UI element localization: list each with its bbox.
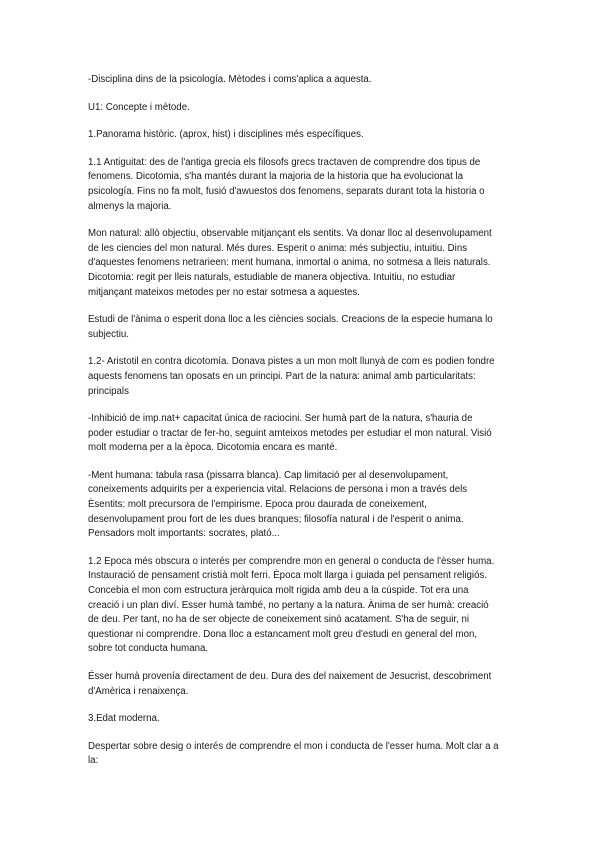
text-line: Estudi de l'ànima o esperit dona lloc a les ciències socials. Creacions de la especie humana lo (88, 314, 493, 326)
text-line: -Ment humana: tabula rasa (pissarra blanca). Cap limitació per al desenvolupament, (88, 469, 449, 481)
text-line: poder estudiar o tractar de fer-ho, seguint amteixos metodes per estudiar el mon natural. Visió (88, 427, 492, 439)
paragraph (88, 469, 514, 542)
paragraph (88, 355, 514, 399)
text-line: -Disciplina dins de la psicología. Mètodes i coms'aplica a aquesta. (88, 74, 372, 85)
paragraph (88, 712, 514, 727)
text-line: Instauració de pensament cristià molt ferri. Època molt llarga i guiada pel pensament religiós. (88, 570, 488, 582)
text-line: Concebia el mon com estructura jeràrquica molt rigida amb deu a la cúspide. Tot era una (88, 585, 469, 597)
text-line: psicología. Fins no fa molt, fusió d'awuestos dos fenomens, separats durant tota la historia o (88, 185, 485, 197)
paragraph (88, 128, 514, 143)
text-line: 1.1 Antiguitat: des de l'antiga grecia els filosofs grecs tractaven de comprendre dos tipus de (88, 156, 481, 168)
paragraph (88, 156, 514, 214)
text-line: subjectiu. (88, 328, 129, 340)
paragraph (88, 555, 514, 657)
text-line: 3.Edat moderna. (88, 713, 160, 725)
text-line: fenomens. Dicotomia, s'ha mantés durant la majoria de la historia que ha evolucionat la (88, 171, 464, 183)
text-line: aquests fenomens tan oposats en un principi. Part de la natura: animal amb particularitats: (88, 370, 476, 382)
text-line: Despertar sobre desig o interés de comprendre el mon i conducta de l'esser huma. Molt clar a a (88, 740, 499, 752)
text-line: 1.2 Epoca més obscura o interés per comprendre mon en general o conducta de l'èsser huma. (88, 555, 495, 567)
text-line: molt moderna per a la època. Dicotomia encara es manté. (88, 442, 338, 454)
text-line: almenys la majoria. (88, 200, 172, 212)
text-line: sobre tot conducta humana. (88, 643, 209, 655)
paragraph (88, 227, 514, 300)
text-line: de deu. Per tant, no ha de ser objecte de coneixement sinò acatament. S'ha de seguir, ni (88, 614, 469, 626)
paragraph (88, 73, 514, 88)
text-line: questionar ni comprendre. Dona lloc a estancament molt greu d'estudi en general del mon, (88, 628, 478, 640)
text-line: Pensadors molt importants: socrates, plató... (88, 528, 280, 540)
text-line: 1.Panorama històric. (aprox, hist) i disciplines més específiques. (88, 129, 364, 141)
text-line: Ésser humà provenía directament de deu. Dura des del naixement de Jesucrist, descobriment (88, 671, 492, 682)
text-line: la: (88, 755, 99, 767)
paragraph (88, 670, 514, 699)
text-line: d'Amèrica i renaixença. (88, 685, 189, 697)
paragraph (88, 313, 514, 342)
text-line: Dicotomia: regit per lleis naturals, estudiable de manera objectiva. Intuitiu, no estudiar (88, 271, 456, 283)
paragraph (88, 740, 514, 769)
text-line: desenvolupament prou fort de les dues branques; filosofía natural i de l'esperit o anima. (88, 513, 464, 525)
text-line: mitjançant mateixos metodes per no estar sotmesa a aquestes. (88, 286, 360, 298)
text-line: d'aquestes fenomens netrarieen: ment humana, inmortal o anima, no sotmesa a lleis naturals. (88, 257, 491, 269)
text-line: creació i un plan diví. Esser humà també, no pertany a la natura. Ànima de ser humà: creació (88, 599, 489, 611)
text-line: U1: Concepte i mètode. (88, 101, 190, 113)
text-line: Mon natural: allò objectiu, observable mitjançant els sentits. Va donar lloc al desenvolupament (88, 228, 492, 240)
text-line: Èsentits: molt precursora de l'empirisme. Epoca prou daurada de coneixement, (88, 499, 427, 511)
paragraph (88, 101, 514, 116)
paragraph (88, 412, 514, 456)
text-line: coneixements adquirits per a experiencia vital. Relacions de persona i mon a través dels (88, 484, 468, 496)
text-line: de les ciencies del mon natural. Més dures. Esperit o anima: més subjectiu, intuitiu. Dins (88, 242, 468, 254)
text-line: 1.2- Aristotil en contra dicotomía. Donava pistes a un mon molt llunyà de com es podien fondre (88, 356, 495, 368)
text-line: -Inhibició de imp.nat+ capacitat única de raciocini. Ser humà part de la natura, s'hauria de (88, 413, 473, 425)
text-line: principals (88, 385, 129, 397)
